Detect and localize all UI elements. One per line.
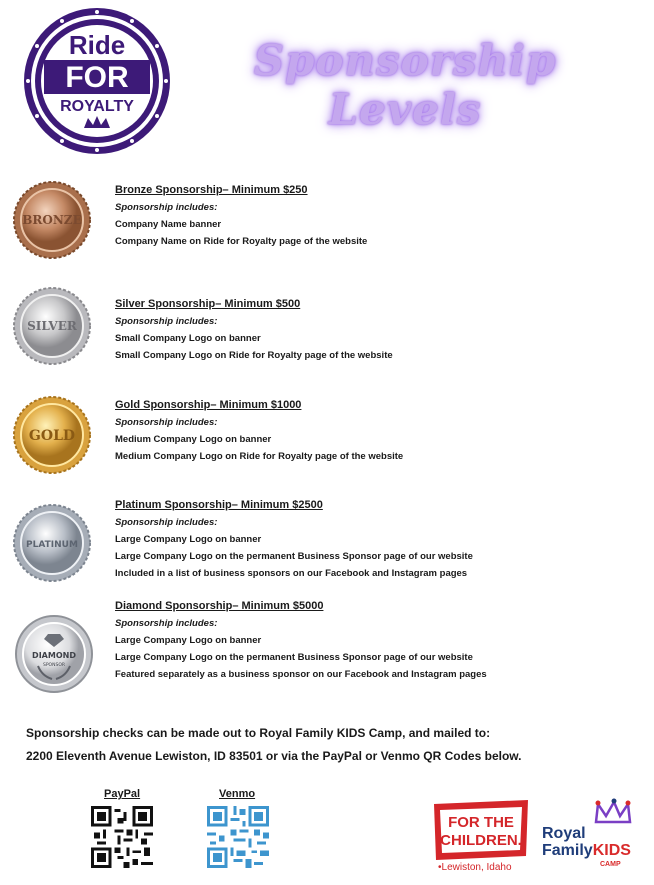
gold-medal-icon	[12, 395, 92, 475]
medal-label: SILVER	[27, 319, 77, 333]
diamond-medal-icon	[14, 614, 94, 694]
bronze-medal-icon	[12, 180, 92, 260]
page-title: Sponsorship Levels	[253, 36, 557, 134]
medal-label: DIAMOND	[32, 651, 76, 660]
logo-middle-text: FOR	[65, 61, 129, 94]
ftc-line-1: FOR THE	[448, 814, 514, 831]
platinum-medal-icon	[12, 503, 92, 583]
crown-icon	[596, 802, 630, 822]
level-item: Large Company Logo on banner	[115, 534, 262, 545]
level-title: Diamond Sponsorship– Minimum $5000	[115, 600, 324, 612]
ftc-location: •Lewiston, Idaho	[438, 862, 512, 873]
level-item: Company Name banner	[115, 219, 222, 230]
mailing-instructions	[26, 722, 522, 768]
level-item: Included in a list of business sponsors on our Facebook and Instagram pages	[115, 568, 468, 579]
paypal-label: PayPal	[104, 788, 141, 800]
level-item: Large Company Logo on banner	[115, 635, 262, 646]
title-banner	[195, 30, 615, 134]
venmo-label: Venmo	[219, 788, 256, 800]
level-title: Silver Sponsorship– Minimum $500	[115, 298, 301, 310]
level-item: Small Company Logo on banner	[115, 333, 261, 344]
paypal-qr-code[interactable]	[91, 806, 153, 868]
level-item: Featured separately as a business sponsor on our Facebook and Instagram pages	[115, 669, 487, 680]
logo-top-text: Ride	[68, 30, 126, 60]
includes-label: Sponsorship includes:	[115, 202, 218, 213]
includes-label: Sponsorship includes:	[115, 417, 218, 428]
level-title: Bronze Sponsorship– Minimum $250	[115, 184, 308, 196]
medal-label: BRONZE	[22, 213, 82, 227]
includes-label: Sponsorship includes:	[115, 517, 218, 528]
level-item: Company Name on Ride for Royalty page of the website	[115, 236, 368, 247]
level-item: Medium Company Logo on banner	[115, 434, 272, 445]
medal-sublabel: SPONSOR	[42, 663, 66, 668]
ride-for-royalty-logo	[22, 6, 172, 156]
level-title: Platinum Sponsorship– Minimum $2500	[115, 499, 323, 511]
mailing-line-1: Sponsorship checks can be made out to Royal Family KIDS Camp, and mailed to:	[26, 726, 491, 740]
silver-medal-icon	[12, 286, 92, 366]
includes-label: Sponsorship includes:	[115, 618, 218, 629]
includes-label: Sponsorship includes:	[115, 316, 218, 327]
rfk-line-3: CAMP	[600, 861, 621, 868]
level-title: Gold Sponsorship– Minimum $1000	[115, 399, 302, 411]
royal-family-kids-logo	[540, 798, 644, 874]
level-item: Small Company Logo on Ride for Royalty page of the website	[115, 350, 393, 361]
venmo-qr-code[interactable]	[207, 806, 269, 868]
logo-bottom-text: ROYALTY	[60, 98, 134, 115]
for-the-children-logo	[430, 798, 532, 874]
mailing-line-2: 2200 Eleventh Avenue Lewiston, ID 83501 or via the PayPal or Venmo QR Codes below.	[26, 749, 522, 763]
medal-label: GOLD	[28, 428, 76, 444]
level-item: Large Company Logo on the permanent Business Sponsor page of our website	[115, 551, 473, 562]
rfk-line-1: Royal	[542, 825, 586, 842]
level-item: Large Company Logo on the permanent Business Sponsor page of our website	[115, 652, 473, 663]
medal-label: PLATINUM	[26, 540, 78, 550]
level-item: Medium Company Logo on Ride for Royalty page of the website	[115, 451, 404, 462]
rfk-line-2: FamilyKIDS	[542, 842, 631, 859]
ftc-line-2: CHILDREN.	[440, 832, 522, 849]
